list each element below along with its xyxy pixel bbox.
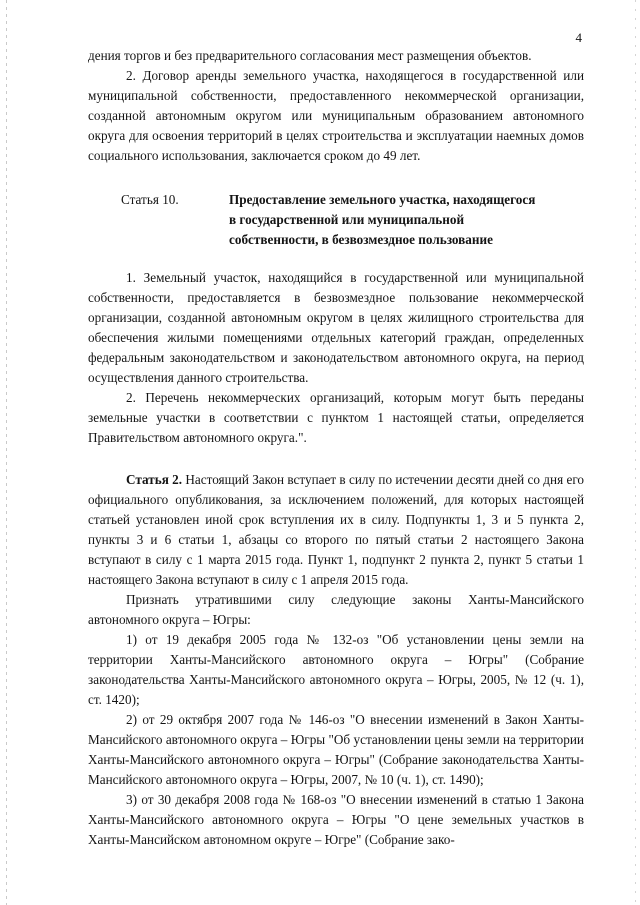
scan-edge-right	[635, 0, 636, 905]
paragraph-continuation: дения торгов и без предварительного согласования мест размещения объектов.	[88, 48, 532, 63]
repeal-item-3: 3) от 30 декабря 2008 года № 168-оз "О внесении изменений в статью 1 Закона Ханты-Мансийского автономного округа – Югры "О цене земельных участков в Ханты-Мансийском автономном округе – Югре" (Собрание зако-	[88, 792, 584, 847]
article-10-paragraph-2: 2. Перечень некоммерческих организаций, которым могут быть переданы земельные участки в соответствии с пунктом 1 настоящей статьи, определяется Правительством автономного округа.".	[88, 390, 584, 445]
document-body	[88, 46, 584, 850]
article-10-paragraph-1: 1. Земельный участок, находящийся в государственной или муниципальной собственности, предоставляется в безвозмездное пользование некоммерческой организации, созданной автономным округом в целях жилищного строительства для обеспечения жилыми помещениями отдельных категорий граждан, определенных федеральным законодательством и законодательством автономного округа, на период осуществления данного строительства.	[88, 270, 584, 385]
article-2-text: Настоящий Закон вступает в силу по истечении десяти дней со дня его официального опубликования, за исключением положений, для которых настоящей статьей установлен иной срок вступления их в силу. Подпункты 1, 3 и 5 пункта 2, пункты 3 и 6 статьи 1, абзацы со второго по пятый статьи 2 настоящего Закона вступают в силу с 1 марта 2015 года. Пункт 1, подпункт 2 пункта 2, пункт 5 статьи 1 настоящего Закона вступают в силу с 1 апреля 2015 года.	[88, 472, 584, 587]
repeal-item-2: 2) от 29 октября 2007 года № 146-оз "О внесении изменений в Закон Ханты-Мансийского автономного округа – Югры "Об установлении цены земли на территории Ханты-Мансийского автономного округа – Югры" (Собрание законодательства Ханты-Мансийского автономного округа – Югры, 2007, № 10 (ч. 1), ст. 1490);	[88, 712, 584, 787]
repeal-intro: Признать утратившими силу следующие законы Ханты-Мансийского автономного округа – Югры:	[88, 592, 584, 627]
article-10-heading	[88, 190, 584, 250]
article-10-title-line-3: собственности, в безвозмездное пользование	[229, 232, 493, 247]
repeal-item-1: 1) от 19 декабря 2005 года № 132-оз "Об установлении цены земли на территории Ханты-Мансийского автономного округа – Югры" (Собрание законодательства Ханты-Мансийского автономного округа – Югры, 2005, № 12 (ч. 1), ст. 1420);	[88, 632, 584, 707]
article-10-title	[221, 190, 584, 250]
article-10-title-line-1: Предоставление земельного участка, находящегося	[229, 192, 536, 207]
scan-edge-left	[6, 0, 7, 905]
paragraph-lease-term: 2. Договор аренды земельного участка, находящегося в государственной или муниципальной собственности, предоставленного некоммерческой организации, созданной автономным округом или муниципальным образованием автономного округа для освоения территорий в целях строительства и эксплуатации наемных домов социального использования, заключается сроком до 49 лет.	[88, 68, 584, 163]
article-2-lead: Статья 2.	[126, 472, 183, 487]
article-2-paragraph	[88, 470, 584, 590]
article-10-number: Статья 10.	[121, 192, 179, 207]
page-number: 4	[575, 30, 582, 45]
article-10-title-line-2: в государственной или муниципальной	[229, 212, 465, 227]
